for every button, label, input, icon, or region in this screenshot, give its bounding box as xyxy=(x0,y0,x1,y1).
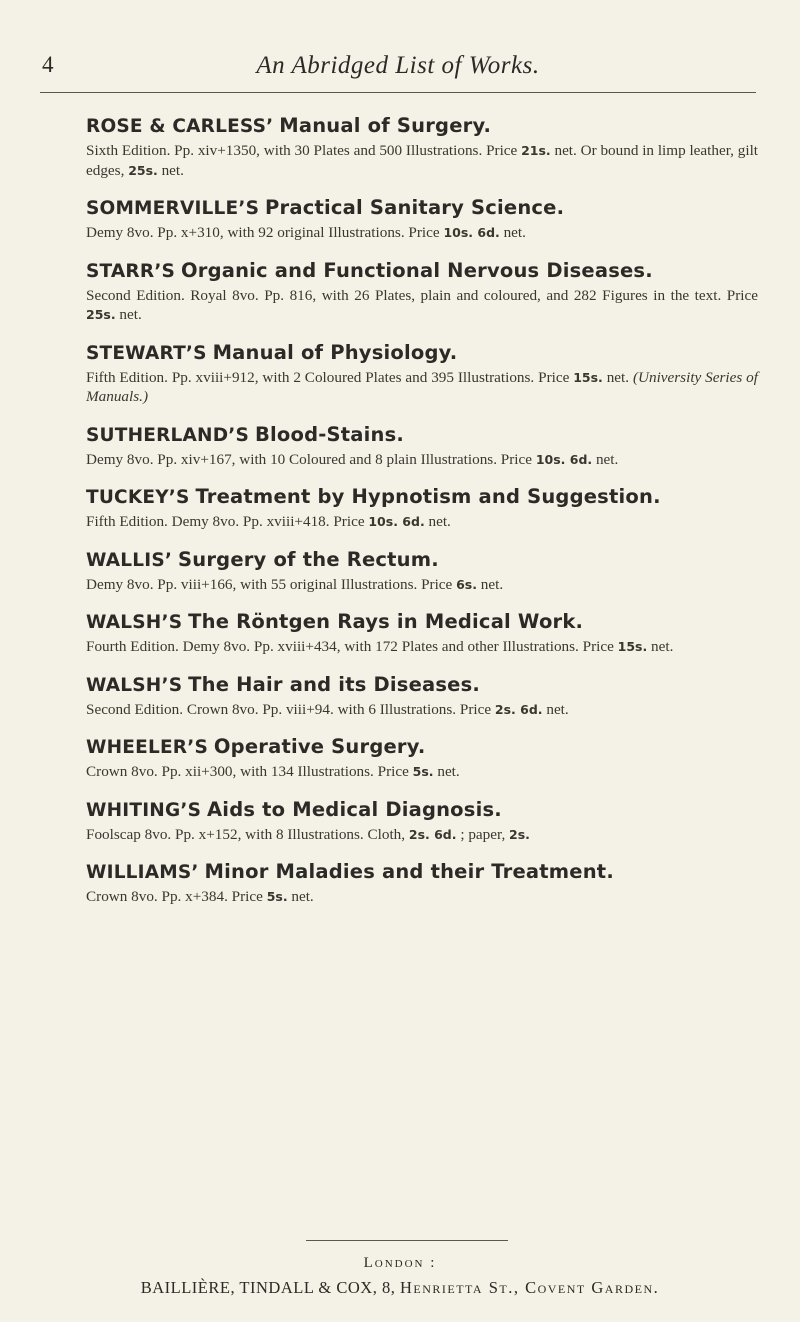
entry-title xyxy=(86,194,758,223)
entry-work: Practical Sanitary Science. xyxy=(265,196,565,219)
entry-title xyxy=(86,796,758,825)
entry-author: STARR’S xyxy=(86,260,176,282)
entry-work: Blood-Stains. xyxy=(254,422,405,446)
header-rule xyxy=(40,92,756,93)
desc-tail: net. xyxy=(476,575,504,593)
desc-text: Second Edition. Crown 8vo. Pp. viii+94. with 6 Illustrations. Price xyxy=(86,700,495,718)
page-title: An Abridged List of Works. xyxy=(256,52,540,79)
works-list xyxy=(86,112,758,921)
list-item xyxy=(86,796,758,845)
list-item xyxy=(86,546,758,595)
entry-description xyxy=(86,512,758,532)
entry-price-alt: 2s. xyxy=(509,826,530,842)
desc-text: Crown 8vo. Pp. xii+300, with 134 Illustrations. Price xyxy=(86,763,413,780)
desc-text: Sixth Edition. Pp. xiv+1350, with 30 Plates and 500 Illustrations. Price xyxy=(86,142,522,159)
entry-price: 21s. xyxy=(521,143,551,158)
entry-title xyxy=(86,421,758,450)
entry-description xyxy=(86,700,758,720)
entry-title xyxy=(86,858,758,887)
entry-author: WALSH’S xyxy=(86,674,183,696)
entry-price: 2s. 6d. xyxy=(408,826,457,842)
entry-work: The Hair and its Diseases. xyxy=(188,672,481,696)
series-note: (University Series of Manuals.) xyxy=(86,368,758,405)
entry-price: 15s. xyxy=(617,639,648,654)
entry-title xyxy=(86,546,758,575)
desc-tail: net. xyxy=(602,368,633,386)
list-item xyxy=(86,339,758,407)
list-item xyxy=(86,608,758,657)
entry-description xyxy=(86,368,758,407)
entry-title xyxy=(86,608,758,637)
list-item xyxy=(86,421,758,470)
list-item xyxy=(86,733,758,782)
running-head xyxy=(40,52,756,86)
publisher-name: BAILLIÈRE, TINDALL & COX, 8, xyxy=(140,1278,396,1297)
entry-description xyxy=(86,286,758,325)
entry-title xyxy=(86,257,758,286)
desc-text: Fifth Edition. Pp. xviii+912, with 2 Coloured Plates and 395 Illustrations. Price xyxy=(86,368,574,386)
desc-text: Foolscap 8vo. Pp. x+152, with 8 Illustrations. Cloth, xyxy=(86,825,409,843)
entry-price: 25s. xyxy=(86,307,116,322)
entry-author: WALSH’S xyxy=(86,612,183,633)
entry-title xyxy=(86,339,758,368)
entry-author: STEWART’S xyxy=(86,342,207,364)
entry-description xyxy=(86,637,758,657)
entry-work: Treatment by Hypnotism and Suggestion. xyxy=(195,485,661,508)
imprint-publisher xyxy=(0,1278,800,1298)
entry-author: WHITING’S xyxy=(86,799,202,821)
desc-text: Demy 8vo. Pp. x+310, with 92 original Illustrations. Price xyxy=(86,224,444,241)
list-item xyxy=(86,257,758,325)
entry-work: Organic and Functional Nervous Diseases. xyxy=(180,258,653,282)
entry-description xyxy=(86,223,758,243)
desc-tail: net. xyxy=(115,306,142,323)
publisher-address: Henrietta St., Covent Garden. xyxy=(399,1278,660,1297)
entry-description xyxy=(86,762,758,782)
entry-price: 10s. 6d. xyxy=(368,514,425,529)
desc-tail: net. xyxy=(647,638,674,655)
desc-text: Fourth Edition. Demy 8vo. Pp. xviii+434, with 172 Plates and other Illustrations. Price xyxy=(86,638,618,655)
entry-author: ROSE & CARLESS’ xyxy=(86,116,274,137)
entry-author: WHEELER’S xyxy=(86,737,208,758)
desc-tail: net. xyxy=(287,888,314,905)
entry-title xyxy=(86,112,758,141)
entry-description xyxy=(86,887,758,907)
desc-tail: net. xyxy=(592,450,619,468)
entry-work: The Röntgen Rays in Medical Work. xyxy=(188,610,584,633)
list-item xyxy=(86,194,758,243)
entry-work: Manual of Surgery. xyxy=(279,114,492,137)
entry-work: Manual of Physiology. xyxy=(212,340,458,364)
list-item xyxy=(86,483,758,532)
entry-title xyxy=(86,671,758,700)
entry-price: 5s. xyxy=(266,889,288,904)
desc-text: Fifth Edition. Demy 8vo. Pp. xviii+418. Price xyxy=(86,513,369,530)
desc-text: Second Edition. Royal 8vo. Pp. 816, with 26 Plates, plain and coloured, and 282 Figures in the text. Price xyxy=(86,286,758,304)
imprint-city: London : xyxy=(363,1255,437,1271)
entry-title xyxy=(86,733,758,762)
desc-tail: ; paper, xyxy=(456,825,510,843)
entry-author: SUTHERLAND’S xyxy=(86,424,250,446)
entry-author: WALLIS’ xyxy=(86,549,173,571)
desc-tail: net. xyxy=(424,513,451,530)
entry-price: 5s. xyxy=(412,764,434,779)
entry-title xyxy=(86,483,758,512)
desc-text: Crown 8vo. Pp. x+384. Price xyxy=(86,888,267,905)
entry-work: Aids to Medical Diagnosis. xyxy=(207,797,502,821)
desc-tail: net. Or bound in limp leather, gilt edges, xyxy=(86,142,759,179)
list-item xyxy=(86,112,758,180)
desc-text: Demy 8vo. Pp. viii+166, with 55 original Illustrations. Price xyxy=(86,575,457,593)
desc-tail-alt: net. xyxy=(157,161,184,179)
entry-description xyxy=(86,450,758,470)
entry-description xyxy=(86,141,758,180)
list-item xyxy=(86,671,758,720)
entry-description xyxy=(86,575,758,595)
entry-price: 15s. xyxy=(573,369,603,385)
desc-tail: net. xyxy=(433,763,460,780)
desc-tail: net. xyxy=(542,700,569,718)
entry-price: 2s. 6d. xyxy=(494,701,543,717)
entry-description xyxy=(86,825,758,845)
entry-price: 10s. 6d. xyxy=(443,225,500,240)
entry-work: Surgery of the Rectum. xyxy=(178,547,439,571)
entry-author: TUCKEY’S xyxy=(86,487,190,508)
entry-author: WILLIAMS’ xyxy=(86,862,199,883)
entry-work: Minor Maladies and their Treatment. xyxy=(204,860,614,883)
list-item xyxy=(86,858,758,907)
footer-rule xyxy=(306,1240,508,1241)
desc-tail: net. xyxy=(499,224,526,241)
page-number: 4 xyxy=(42,52,54,77)
desc-text: Demy 8vo. Pp. xiv+167, with 10 Coloured and 8 plain Illustrations. Price xyxy=(86,450,536,468)
entry-price: 10s. 6d. xyxy=(535,451,593,467)
entry-price-alt: 25s. xyxy=(128,162,158,178)
entry-author: SOMMERVILLE’S xyxy=(86,198,260,219)
entry-work: Operative Surgery. xyxy=(213,735,426,758)
entry-price: 6s. xyxy=(456,576,477,592)
